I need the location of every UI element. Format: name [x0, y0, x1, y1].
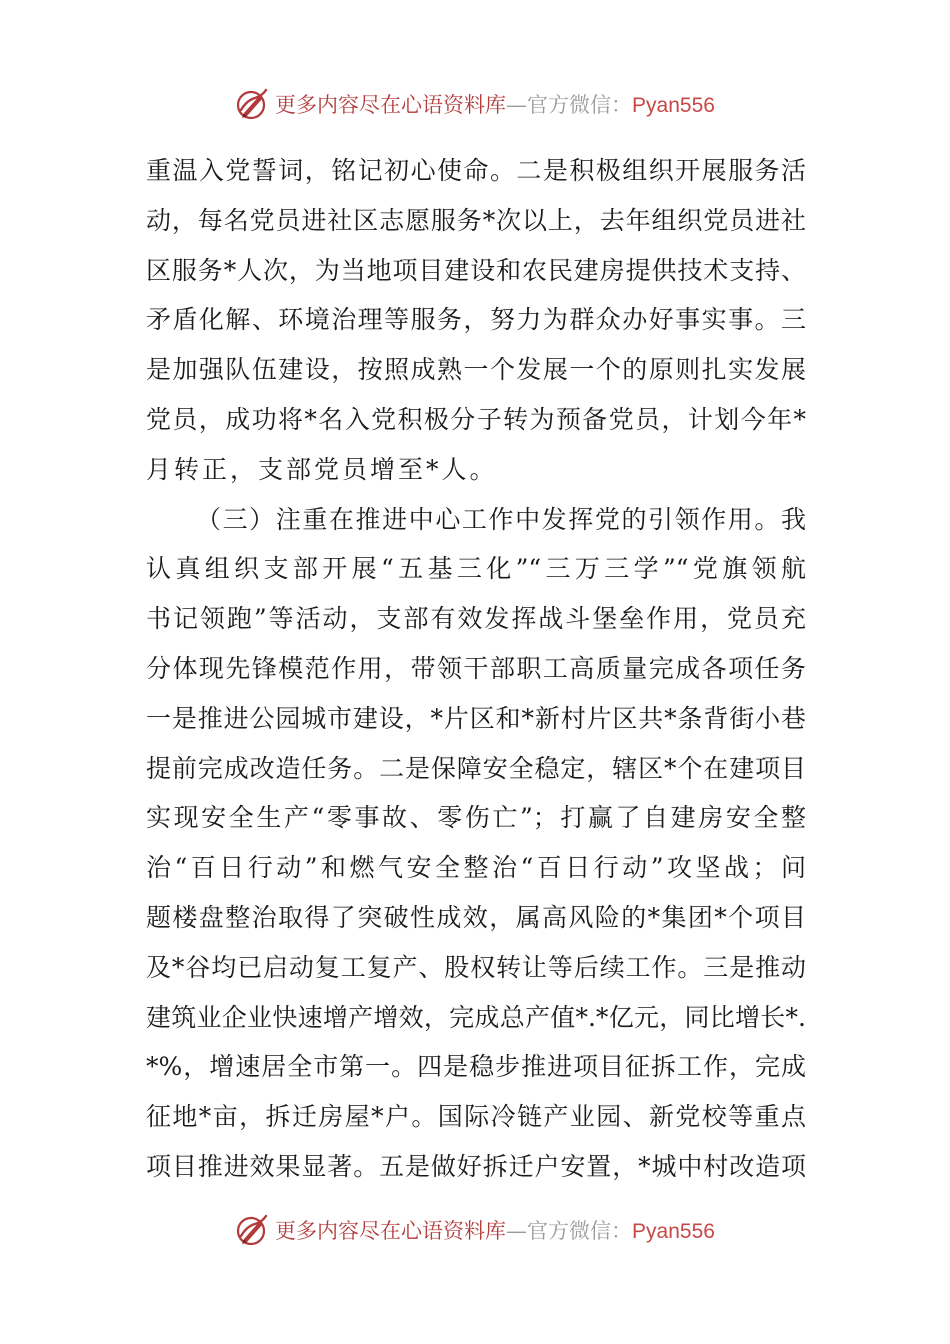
body-line: 书记领跑”等活动，支部有效发挥战斗堡垒作用，党员充 [146, 604, 806, 634]
body-line: 及*谷均已启动复工复产、股权转让等后续工作。三是推动 [146, 952, 806, 982]
body-line: 月转正，支部党员增至*人。 [146, 454, 498, 484]
watermark-separator: — [506, 93, 528, 117]
body-line: 分体现先锋模范作用，带领干部职工高质量完成各项任务 [146, 653, 806, 683]
body-line: 项目推进效果显著。五是做好拆迁户安置，*城中村改造项 [146, 1151, 806, 1181]
body-line: 建筑业企业快速增产增效，完成总产值*.*亿元，同比增长*. [146, 1002, 806, 1032]
watermark-handle: Pyan556 [632, 1220, 715, 1243]
body-line: 党员，成功将*名入党积极分子转为预备党员，计划今年* [146, 404, 806, 434]
body-line: 区服务*人次，为当地项目建设和农民建房提供技术支持、 [146, 255, 806, 285]
body-line: *%，增速居全市第一。四是稳步推进项目征拆工作，完成 [146, 1052, 806, 1082]
watermark-brand: 更多内容尽在心语资料库 [275, 93, 507, 117]
body-line: 征地*亩，拆迁房屋*户。国际冷链产业园、新党校等重点 [146, 1102, 806, 1132]
body-line: 提前完成改造任务。二是保障安全稳定，辖区*个在建项目 [146, 753, 806, 783]
watermark-banner-bottom [0, 1208, 950, 1252]
document-body [146, 146, 806, 1192]
watermark-text [275, 1215, 715, 1245]
watermark-handle: Pyan556 [632, 94, 715, 117]
pen-logo-icon [235, 1212, 271, 1248]
body-line: 动，每名党员进社区志愿服务*次以上，去年组织党员进社 [146, 205, 806, 235]
watermark-brand: 更多内容尽在心语资料库 [275, 1219, 507, 1243]
body-line: 认真组织支部开展“五基三化”“三万三学”“党旗领航 [146, 554, 806, 584]
body-line: 题楼盘整治取得了突破性成效，属高风险的*集团*个项目 [146, 902, 806, 932]
watermark-text [275, 89, 715, 119]
watermark-banner-top [0, 82, 950, 126]
body-line: 治“百日行动”和燃气安全整治“百日行动”攻坚战；问 [146, 853, 806, 883]
body-line: 实现安全生产“零事故、零伤亡”；打赢了自建房安全整 [146, 803, 806, 833]
watermark-label: 官方微信： [527, 93, 633, 117]
body-line: 重温入党誓词，铭记初心使命。二是积极组织开展服务活 [146, 156, 806, 185]
body-line: 是加强队伍建设，按照成熟一个发展一个的原则扎实发展 [146, 355, 806, 385]
body-line: 矛盾化解、环境治理等服务，努力为群众办好事实事。三 [146, 305, 806, 335]
watermark-separator: — [506, 1219, 528, 1243]
body-line: 一是推进公园城市建设，*片区和*新村片区共*条背街小巷 [146, 703, 806, 733]
section-heading-line: （三）注重在推进中心工作中发挥党的引领作用。我 [196, 504, 806, 534]
watermark-label: 官方微信： [527, 1219, 633, 1243]
pen-logo-icon [235, 86, 271, 122]
